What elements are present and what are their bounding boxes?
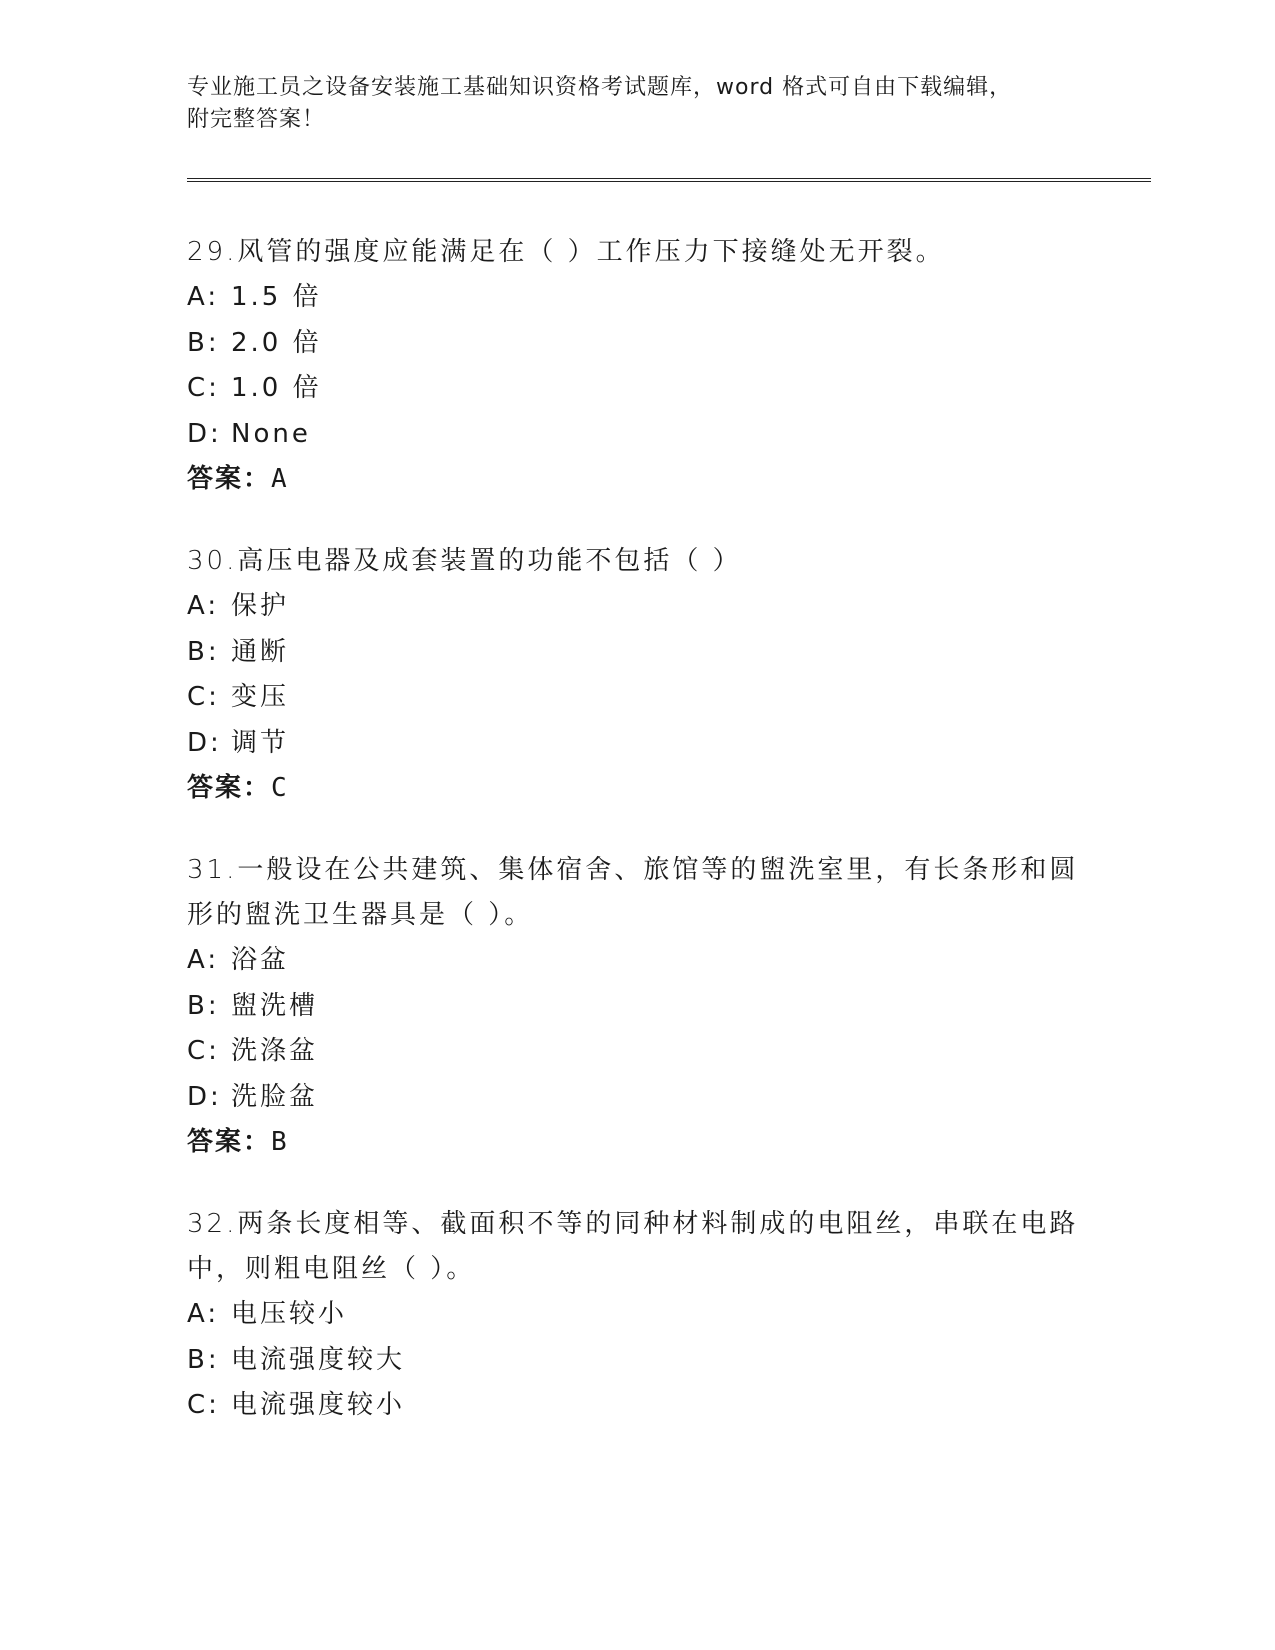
- option-c: [187, 1029, 1087, 1075]
- header-divider: [187, 178, 1151, 182]
- option-text: 盥洗槽: [231, 990, 319, 1021]
- option-key: D:: [187, 727, 222, 758]
- option-key: B:: [187, 327, 220, 358]
- option-a: [187, 1292, 1087, 1338]
- option-text: 洗脸盆: [231, 1081, 319, 1112]
- option-key: A:: [187, 1299, 220, 1329]
- option-d: [187, 412, 1087, 458]
- answer-label: 答案：: [187, 464, 272, 494]
- option-text: 1.0 倍: [231, 373, 322, 403]
- option-key: B:: [187, 1344, 220, 1375]
- option-key: A:: [187, 591, 220, 621]
- option-key: D:: [187, 1081, 222, 1112]
- header-line-1: 专业施工员之设备安装施工基础知识资格考试题库，word 格式可自由下载编辑，: [187, 75, 1013, 100]
- option-a: [187, 275, 1087, 321]
- answer-value: C: [271, 773, 289, 803]
- option-key: B:: [187, 990, 220, 1021]
- option-b: [187, 630, 1087, 676]
- question-32: [187, 1202, 1087, 1429]
- answer-line: [187, 1120, 1087, 1164]
- option-text: 洗涤盆: [231, 1036, 319, 1066]
- question-stem: 31.一般设在公共建筑、集体宿舍、旅馆等的盥洗室里，有长条形和圆形的盥洗卫生器具是（ ）。: [187, 855, 1079, 930]
- option-key: C:: [187, 373, 220, 403]
- answer-value: A: [271, 464, 289, 494]
- option-text: 调节: [231, 727, 290, 758]
- option-text: 电压较小: [231, 1299, 348, 1329]
- answer-label: 答案：: [187, 773, 272, 803]
- option-c: [187, 675, 1087, 721]
- question-30: [187, 539, 1087, 810]
- option-text: 1.5 倍: [231, 282, 322, 312]
- option-key: A:: [187, 282, 220, 312]
- option-key: A:: [187, 945, 220, 975]
- option-text: 2.0 倍: [231, 327, 322, 358]
- option-key: D:: [187, 418, 222, 449]
- option-b: [187, 321, 1087, 367]
- answer-line: [187, 766, 1087, 810]
- answer-label: 答案：: [187, 1127, 272, 1157]
- question-31: [187, 848, 1087, 1164]
- option-text: 浴盆: [231, 945, 290, 975]
- question-stem: 29.风管的强度应能满足在（ ）工作压力下接缝处无开裂。: [187, 237, 945, 267]
- question-list: [187, 230, 1087, 1467]
- option-b: [187, 1338, 1087, 1384]
- option-d: [187, 1075, 1087, 1121]
- question-29: [187, 230, 1087, 501]
- question-stem: 30.高压电器及成套装置的功能不包括（ ）: [187, 546, 742, 576]
- answer-line: [187, 457, 1087, 501]
- answer-value: B: [271, 1127, 289, 1157]
- option-text: 保护: [231, 591, 290, 621]
- option-d: [187, 721, 1087, 767]
- document-header: [187, 72, 1087, 136]
- option-c: [187, 366, 1087, 412]
- option-key: C:: [187, 682, 220, 712]
- header-line-2: 附完整答案！: [187, 107, 326, 132]
- question-stem: 32.两条长度相等、截面积不等的同种材料制成的电阻丝，串联在电路中，则粗电阻丝（ ）。: [187, 1209, 1079, 1284]
- option-a: [187, 938, 1087, 984]
- option-c: [187, 1383, 1087, 1429]
- option-key: C:: [187, 1036, 220, 1066]
- option-text: 变压: [231, 682, 290, 712]
- option-b: [187, 984, 1087, 1030]
- option-key: C:: [187, 1390, 220, 1420]
- option-text: 电流强度较大: [231, 1344, 406, 1375]
- option-text: 电流强度较小: [231, 1390, 406, 1420]
- option-key: B:: [187, 636, 220, 667]
- option-text: None: [231, 418, 311, 449]
- option-a: [187, 584, 1087, 630]
- option-text: 通断: [231, 636, 290, 667]
